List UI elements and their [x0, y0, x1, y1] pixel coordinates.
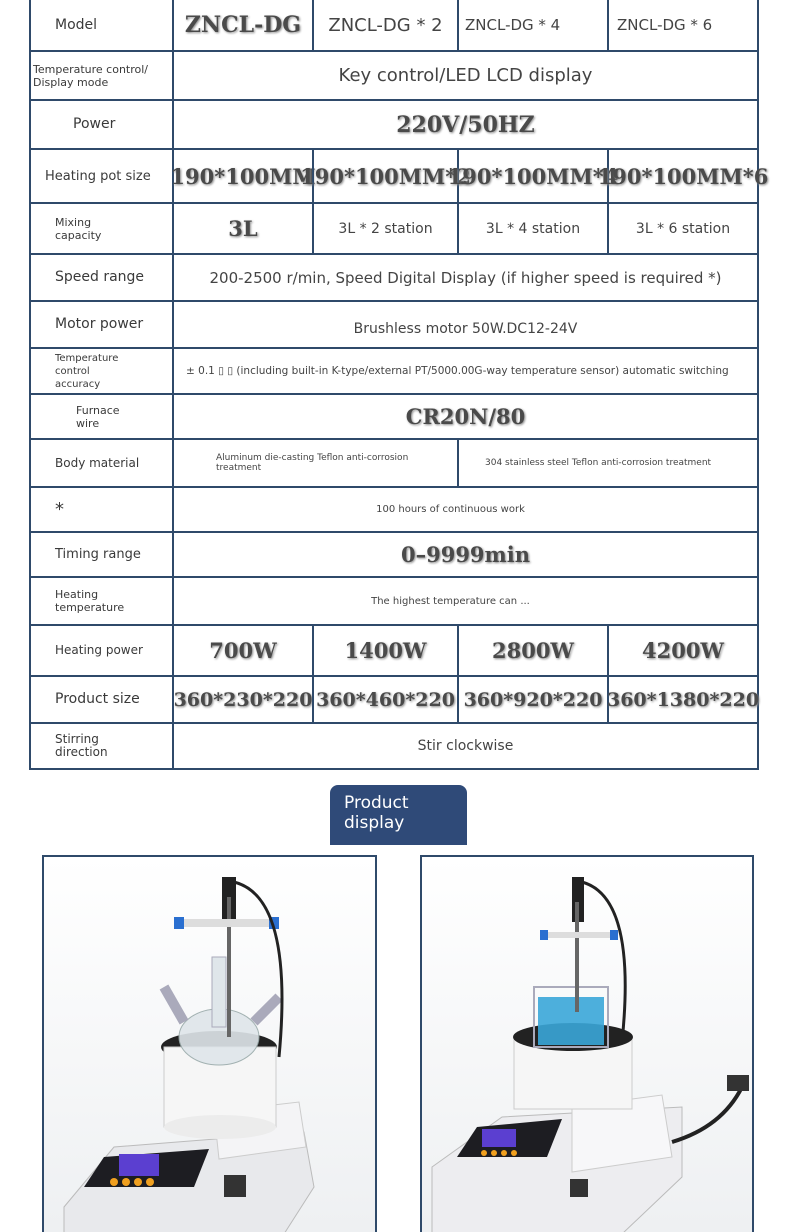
label-timing: Timing range — [31, 533, 174, 576]
beaker-stirrer-illustration — [422, 857, 752, 1232]
value-timing: 0–9999min — [400, 542, 531, 567]
label-power: Power — [31, 101, 174, 148]
label-stir: Stirring direction — [31, 724, 174, 768]
label-accuracy: Temperature control accuracy — [31, 349, 174, 393]
row-stir — [31, 724, 757, 770]
mix-6: 3L * 6 station — [607, 204, 757, 253]
row-model — [31, 0, 757, 52]
power-1: 700W — [209, 638, 277, 663]
power-4: 2800W — [457, 626, 607, 675]
model-6: ZNCL-DG * 6 — [607, 0, 757, 50]
badge-line-1: Product — [344, 793, 409, 813]
value-speed: 200-2500 r/min, Speed Digital Display (if higher speed is required *) — [209, 268, 722, 287]
pot-2: 190*100MM*2 — [312, 150, 457, 202]
value-continuous: 100 hours of continuous work — [376, 504, 525, 515]
label-model: Model — [31, 0, 174, 50]
row-motor — [31, 302, 757, 349]
model-1: ZNCL-DG — [184, 12, 302, 38]
label-motor: Motor power — [31, 302, 174, 347]
row-size — [31, 677, 760, 724]
value-temp-control: Key control/LED LCD display — [338, 65, 593, 86]
value-stir: Stir clockwise — [417, 738, 514, 754]
row-temp-control — [31, 52, 757, 101]
flask-stirrer-illustration — [44, 857, 375, 1232]
row-timing — [31, 533, 757, 578]
label-heat-temp: Heating temperature — [31, 578, 174, 624]
power-2: 1400W — [312, 626, 457, 675]
badge-line-2: display — [344, 813, 405, 833]
value-heat-temp: The highest temperature can ... — [371, 595, 530, 607]
value-furnace: CR20N/80 — [405, 404, 526, 429]
product-photo-beaker — [420, 855, 754, 1232]
value-motor: Brushless motor 50W.DC12-24V — [353, 320, 578, 337]
row-heat-power — [31, 626, 757, 677]
label-star: * — [31, 488, 174, 531]
model-2: ZNCL-DG * 2 — [312, 0, 457, 50]
value-power: 220V/50HZ — [396, 111, 535, 138]
row-power — [31, 101, 757, 150]
row-speed — [31, 255, 757, 302]
row-body — [31, 440, 757, 488]
body-2: 304 stainless steel Teflon anti-corrosion treatment — [457, 440, 757, 486]
body-1: Aluminum die-casting Teflon anti-corrosion treatment — [216, 453, 409, 473]
row-mixing — [31, 204, 757, 255]
power-6: 4200W — [607, 626, 757, 675]
label-body: Body material — [31, 440, 174, 486]
size-6: 360*1380*220 — [607, 677, 757, 722]
label-heating-pot: Heating pot size — [31, 150, 174, 202]
value-accuracy: ± 0.1 ▯ ▯ (including built-in K-type/external PT/5000.00G-way temperature sensor) automatic switching — [186, 365, 729, 377]
model-4: ZNCL-DG * 4 — [457, 0, 607, 50]
row-accuracy — [31, 349, 757, 395]
label-speed: Speed range — [31, 255, 174, 300]
product-photo-flask — [42, 855, 377, 1232]
size-1: 360*230*220 — [173, 688, 313, 711]
spec-table — [29, 0, 769, 770]
pot-6: 190*100MM*6 — [607, 150, 757, 202]
label-temp-control: Temperature control/ Display mode — [31, 52, 174, 99]
size-4: 360*920*220 — [457, 677, 607, 722]
pot-1: 190*100MM — [170, 163, 316, 189]
mix-4: 3L * 4 station — [457, 204, 607, 253]
pot-4: 190*100MM*4 — [457, 150, 607, 202]
row-continuous — [31, 488, 757, 533]
row-furnace — [31, 395, 757, 440]
product-display-badge — [330, 785, 467, 845]
mix-1: 3L — [228, 216, 258, 241]
row-heat-temp — [31, 578, 757, 626]
mix-2: 3L * 2 station — [312, 204, 457, 253]
label-mixing: Mixing capacity — [31, 204, 174, 253]
label-size: Product size — [31, 677, 174, 722]
size-2: 360*460*220 — [312, 677, 457, 722]
label-heat-power: Heating power — [31, 626, 174, 675]
label-furnace: Furnace wire — [31, 395, 174, 438]
row-heating-pot — [31, 150, 769, 204]
